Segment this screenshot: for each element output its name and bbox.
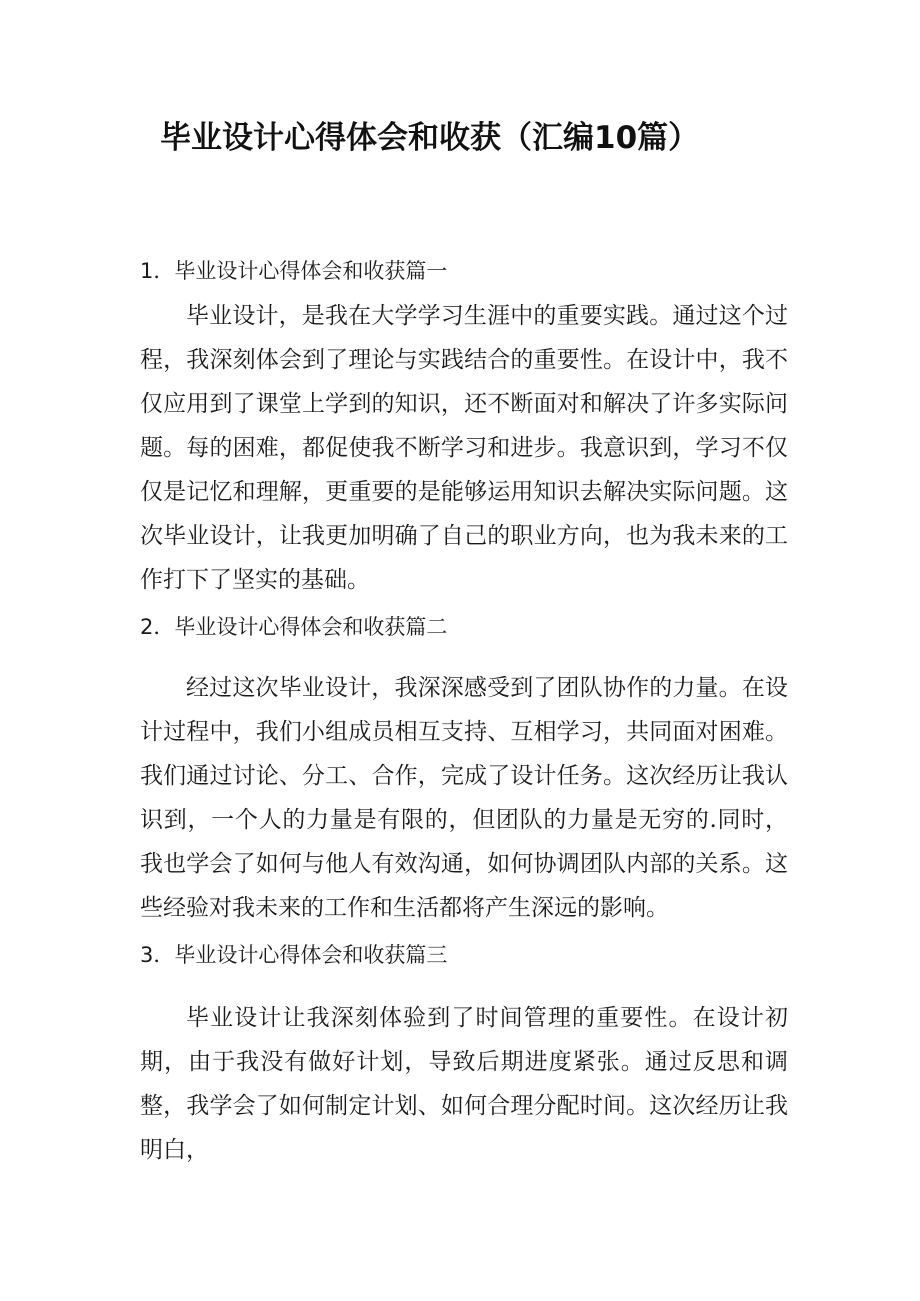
section-body-1: 毕业设计，是我在大学学习生涯中的重要实践。通过这个过程，我深刻体会到了理论与实践结合的重要性。在设计中，我不仅应用到了课堂上学到的知识，还不断面对和解决了许多实际问题。每的困难，都促使我不断学习和进步。我意识到，学习不仅仅是记忆和理解，更重要的是能够运用知识去解决实际问题。这次毕业设计，让我更加明确了自己的职业方向，也为我未来的工作打下了坚实的基础。 <box>140 303 788 593</box>
section-heading-2: 2．毕业设计心得体会和收获篇二 <box>140 615 448 639</box>
section-heading-3: 3．毕业设计心得体会和收获篇三 <box>140 943 448 967</box>
section-body-3: 毕业设计让我深刻体验到了时间管理的重要性。在设计初期，由于我没有做好计划，导致后期进度紧张。通过反思和调整，我学会了如何制定计划、如何合理分配时间。这次经历让我明白， <box>140 1005 788 1163</box>
section-body-2: 经过这次毕业设计，我深深感受到了团队协作的力量。在设计过程中，我们小组成员相互支持、互相学习，共同面对困难。我们通过讨论、分工、合作，完成了设计任务。这次经历让我认识到，一个人的力量是有限的，但团队的力量是无穷的.同时，我也学会了如何与他人有效沟通，如何协调团队内部的关系。这些经验对我未来的工作和生活都将产生深远的影响。 <box>140 675 788 921</box>
section-heading-1: 1．毕业设计心得体会和收获篇一 <box>140 259 448 283</box>
document-title: 毕业设计心得体会和收获（汇编10篇） <box>160 120 700 156</box>
